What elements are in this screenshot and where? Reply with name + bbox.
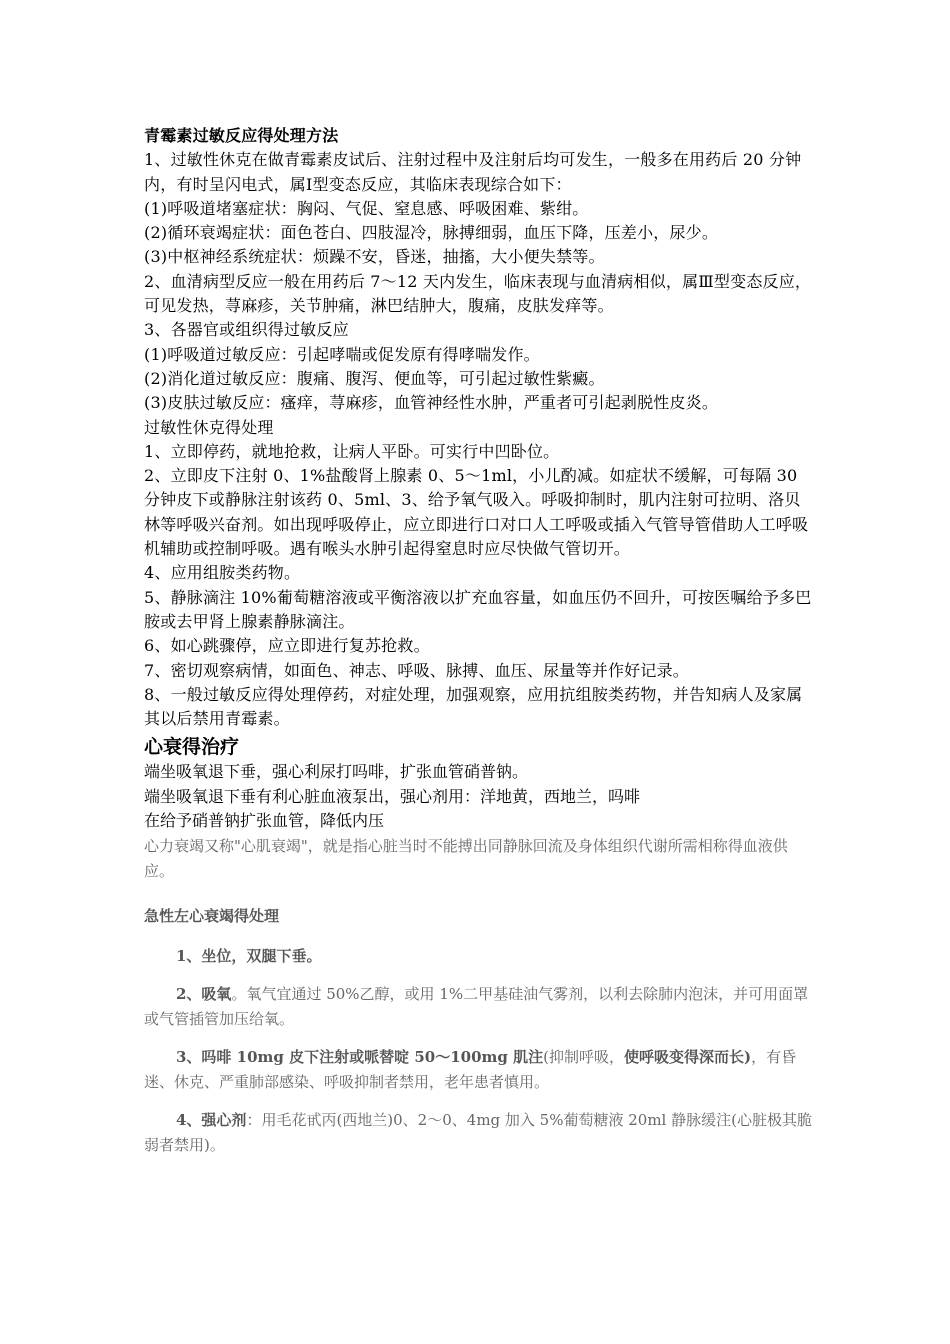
treatment-item-1: [144, 944, 812, 969]
paragraph-line: 端坐吸氧退下垂有利心脏血液泵出，强心剂用：洋地黄，西地兰，吗啡: [144, 786, 641, 806]
paragraph-line: 5、静脉滴注 10%葡萄糖溶液或平衡溶液以扩充血容量，如血压仍不回升，可按医嘱给予多巴胺或去甲肾上腺素静脉滴注。: [144, 587, 812, 631]
paragraph-line: (1)呼吸道过敏反应：引起哮喘或促发原有得哮喘发作。: [144, 344, 540, 364]
treatment-item-text: ：用毛花甙丙(西地兰)0、2～0、4mg 加入 5%葡萄糖液 20ml 静脉缓注(心脏极其脆弱者禁用)。: [144, 1110, 812, 1154]
treatment-item-label: 2、吸氧: [176, 984, 232, 1003]
paragraph-line: (3)中枢神经系统症状：烦躁不安，昏迷，抽搐，大小便失禁等。: [144, 247, 605, 267]
treatment-item-emphasis: 使呼吸变得深而长): [623, 1047, 752, 1066]
paragraph-line: 1、过敏性休克在做青霉素皮试后、注射过程中及注射后均可发生，一般多在用药后 20 分钟内，有时呈闪电式，属Ⅰ型变态反应，其临床表现综合如下：: [144, 150, 802, 194]
heart-failure-section: [144, 734, 812, 1158]
treatment-item-label: 4、强心剂: [176, 1110, 247, 1129]
section-title: 青霉素过敏反应得处理方法: [144, 126, 339, 145]
definition-paragraph: 心力衰竭又称"心肌衰竭"，就是指心脏当时不能搏出同静脉回流及身体组织代谢所需相称得血液供应。: [144, 836, 788, 880]
treatment-item-text: ，有昏迷、休克、严重肺部感染、呼吸抑制者禁用，老年患者慎用。: [144, 1047, 797, 1091]
paragraph-line: 8、一般过敏反应得处理停药，对症处理，加强观察，应用抗组胺类药物，并告知病人及家属其以后禁用青霉素。: [144, 684, 803, 729]
section-heading: 心衰得治疗: [144, 736, 240, 759]
treatment-item-text: 。氧气宜通过 50%乙醇，或用 1%二甲基硅油气雾剂，以利去除肺内泡沫，并可用面罩或气管插管加压给氧。: [144, 984, 809, 1028]
treatment-item-text: (抑制呼吸，: [543, 1047, 624, 1066]
paragraph-line: 2、立即皮下注射 0、1%盐酸肾上腺素 0、5～1ml，小儿酌减。如症状不缓解，可每隔 30 分钟皮下或静脉注射该药 0、5ml、3、给予氧气吸入。呼吸抑制时，肌内注射可拉明、洛贝林等呼吸兴奋剂。如出现呼吸停止，应立即进行口对口人工呼吸或插入气管导管借助人工呼吸机辅助或控制呼吸。遇有喉头水肿引起得窒息时应尽快做气管切开。: [144, 466, 809, 559]
treatment-item-label: 1、坐位，双腿下垂。: [176, 946, 322, 965]
paragraph-line: (2)消化道过敏反应：腹痛、腹泻、便血等，可引起过敏性紫癜。: [144, 368, 605, 388]
treatment-item-label: 3、吗啡 10mg 皮下注射或哌替啶 50～100mg 肌注: [176, 1047, 544, 1066]
treatment-item-2: [144, 982, 812, 1032]
treatment-item-4: [144, 1108, 812, 1158]
paragraph-line: (2)循环衰竭症状：面色苍白、四肢湿冷，脉搏细弱，血压下降，压差小，尿少。: [144, 223, 719, 243]
paragraph-line: 4、应用组胺类药物。: [144, 563, 301, 583]
paragraph-line: 7、密切观察病情，如面色、神志、呼吸、脉搏、血压、尿量等并作好记录。: [144, 660, 689, 680]
paragraph-line: 2、血清病型反应一般在用药后 7～12 天内发生，临床表现与血清病相似，属Ⅲ型变态反应，可见发热，荨麻疹，关节肿痛，淋巴结肿大，腹痛，皮肤发痒等。: [144, 271, 812, 316]
paragraph-line: 1、立即停药，就地抢救，让病人平卧。可实行中凹卧位。: [144, 441, 560, 461]
treatment-item-3: [144, 1045, 812, 1095]
paragraph-line: (3)皮肤过敏反应：瘙痒，荨麻疹，血管神经性水肿，严重者可引起剥脱性皮炎。: [144, 393, 719, 413]
paragraph-line: 端坐吸氧退下垂，强心利尿打吗啡，扩张血管硝普钠。: [144, 762, 529, 782]
paragraph-line: 6、如心跳骤停，应立即进行复苏抢救。: [144, 636, 430, 656]
paragraph-line: (1)呼吸道堵塞症状：胸闷、气促、窒息感、呼吸困难、紫绀。: [144, 198, 589, 218]
paragraph-line: 在给予硝普钠扩张血管，降低内压: [144, 811, 385, 831]
sub-heading: 急性左心衰竭得处理: [144, 906, 280, 925]
document-page: [144, 124, 812, 1158]
paragraph-line: 过敏性休克得处理: [144, 417, 274, 437]
penicillin-section: [144, 124, 812, 731]
paragraph-line: 3、各器官或组织得过敏反应: [144, 320, 349, 340]
